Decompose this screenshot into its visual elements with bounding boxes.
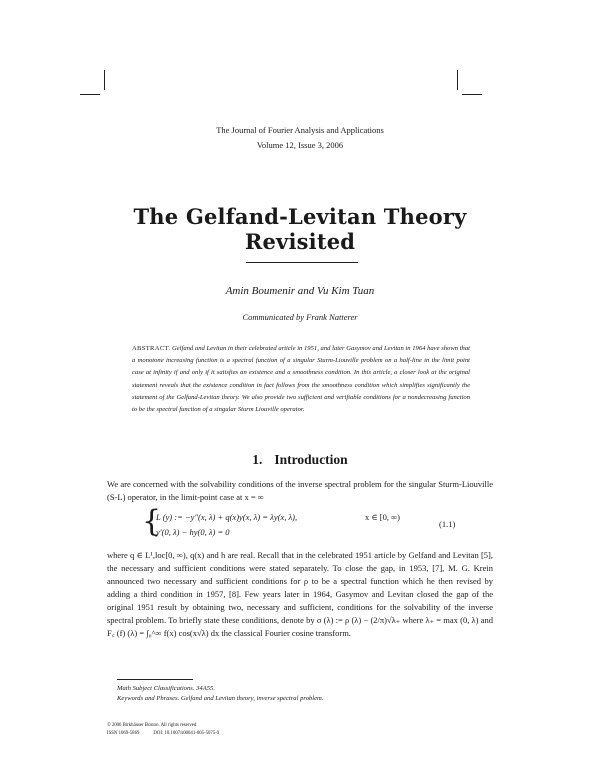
equation-1-1 [107,504,493,539]
issn: ISSN 1069-5869 [107,731,140,736]
body-paragraph: where q ∈ L¹,loc[0, ∞), q(x) and h are real. Recall that in the celebrated 1951 article by Gelfand and Levitan [5], the necessary and sufficient conditions were stated separately. To close the gap, in 1953, [7], M. G. Krein announced two necessary and sufficient conditions for ρ to be a spectral function which he then revised by adding a third condition in 1957, [8]. Few years later in 1964, Gasymov and Levitan closed the gap of the original 1951 result by obtaining two, necessary and sufficient, conditions for the solvability of the inverse spectral problem. To briefly state these conditions, denote by σ (λ) := ρ (λ) − (2/π)√λ₊ where λ₊ = max (0, λ) and F꜀ (f) (λ) = ∫₀^∞ f(x) cos(x√λ) dx the classical Fourier cosine transform. [107,550,493,638]
copyright: © 2006 Birkhäuser Boston. All rights reserved [107,723,197,728]
intro-paragraph: We are concerned with the solvability conditions of the inverse spectral problem for the singular Sturm-Liouville (S-L) operator, in the limit-point case at x = ∞ [107,479,493,502]
footnote-rule [117,679,193,680]
equation-brace: { [142,504,162,539]
footnote-keywords: Keywords and Phrases. Gelfand and Levitan theory, inverse spectral problem. [117,695,324,702]
equation-line1: L (y) := −y″(x, λ) + q(x)y(x, λ) = λy(x, λ), [156,512,298,522]
journal-volume: Volume 12, Issue 3, 2006 [256,140,344,150]
equation-line2: y′(0, λ) − hy(0, λ) = 0 [156,527,230,537]
footnote-msc: Math Subject Classifications. 34A55. [117,685,215,692]
abstract [132,343,470,416]
crop-mark [80,94,100,95]
abstract-text: Gelfand and Levitan in their celebrated article in 1951, and later Gasymov and Levitan in 1964 have shown that a monotone increasing function is a spectral function of a singular Sturm-Liouville problem on a half-line in the limit point case at infinity if and only if it satisfies an existence and a smoothness condition. In this article, a closer look at the original statement reveals that the existence condition in fact follows from the smoothness condition which simplifies significantly the statement of the Gelfand-Levitan theory. We also provide two sufficient and verifiable conditions for a nondecreasing function to be the spectral function of a singular Sturm Liouville operator. [132,345,470,414]
doi: DOI: 10.1007/s00041-005-5075-9 [153,731,220,736]
crop-mark [457,70,458,90]
paper-title-line2: Revisited [244,229,356,254]
communicated-by: Communicated by Frank Natterer [242,312,358,322]
paper-title [0,204,600,254]
section-number: 1. [252,452,263,467]
crop-mark [462,94,482,95]
equation-domain: x ∈ [0, ∞) [365,512,401,522]
title-rule [246,262,358,263]
crop-mark [104,70,105,90]
abstract-label: ABSTRACT. [132,345,171,352]
section-heading [0,452,600,468]
journal-name: The Journal of Fourier Analysis and Applications [216,125,384,135]
issn-doi [107,731,219,736]
equation-tag: (1.1) [439,519,456,529]
paper-title-line1: The Gelfand-Levitan Theory [133,204,467,229]
authors: Amin Boumenir and Vu Kim Tuan [225,285,375,297]
section-title: Introduction [274,452,348,467]
